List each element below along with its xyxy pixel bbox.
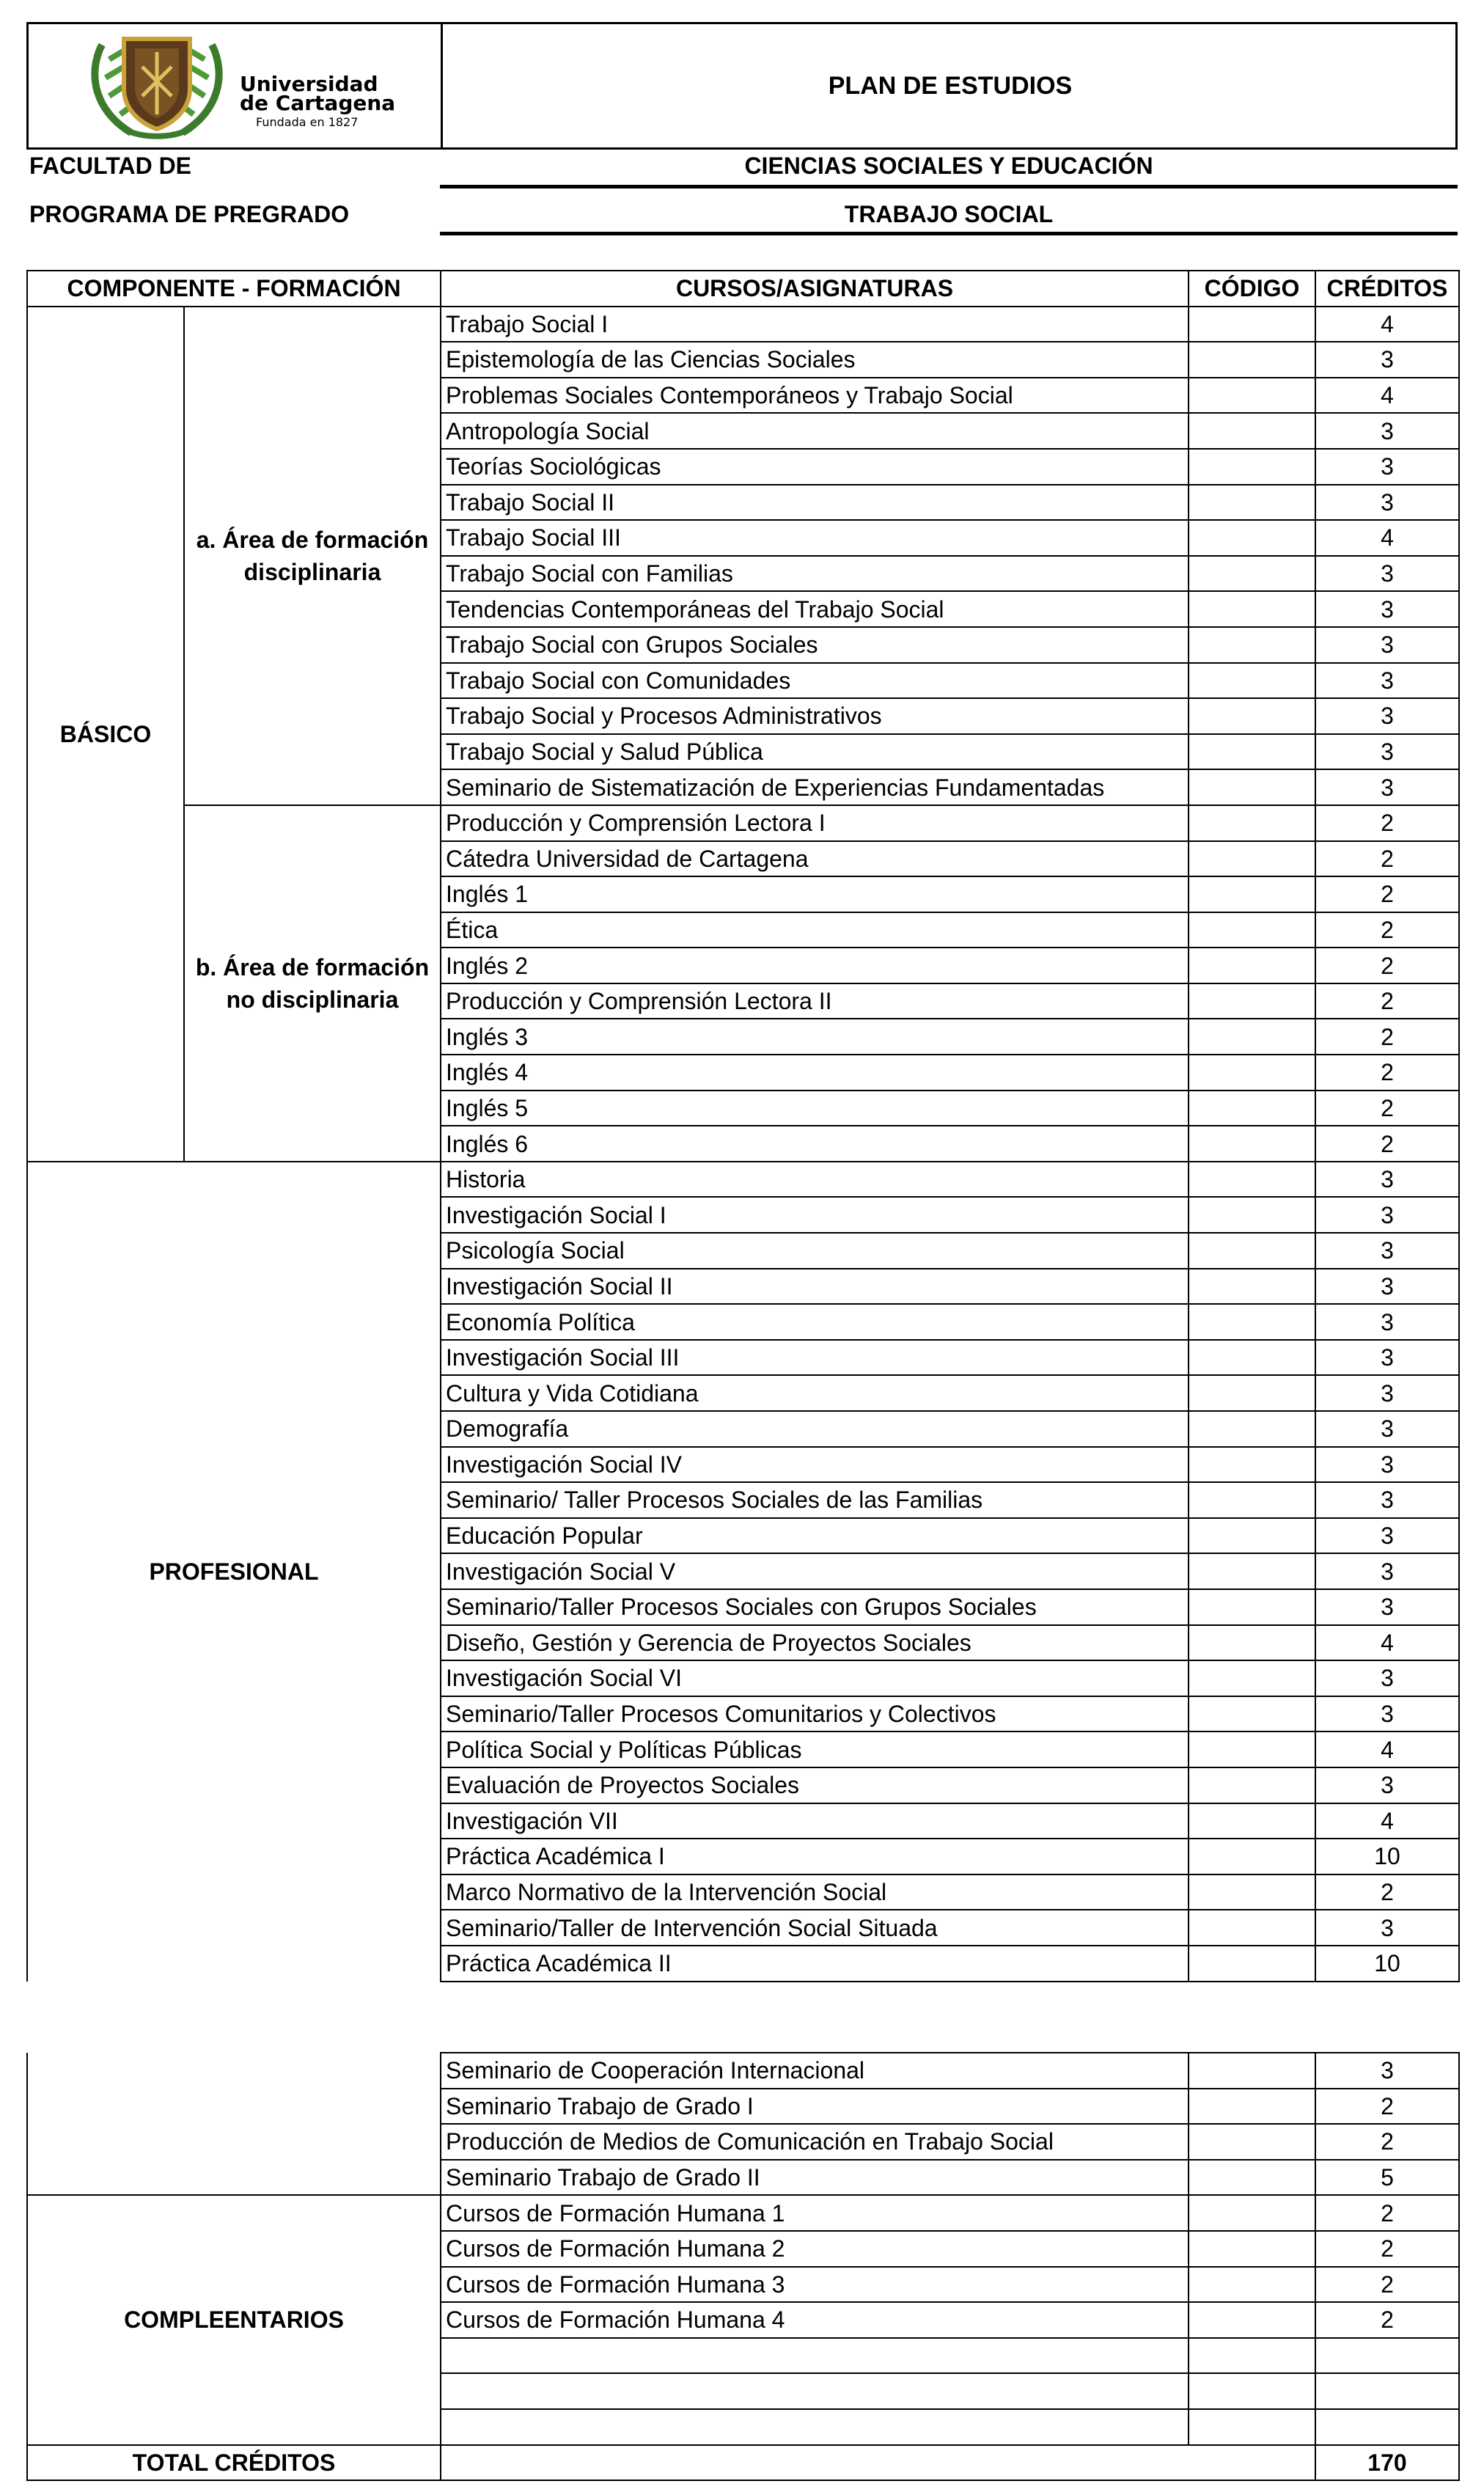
total-credits-value: 170 — [1315, 2445, 1459, 2481]
course-name: Evaluación de Proyectos Sociales — [441, 1767, 1189, 1803]
course-credits: 2 — [1315, 983, 1459, 1019]
course-code — [1189, 591, 1315, 627]
course-code — [1189, 1518, 1315, 1554]
course-name: Educación Popular — [441, 1518, 1189, 1554]
course-name: Demografía — [441, 1411, 1189, 1447]
course-code — [1189, 1696, 1315, 1732]
course-credits: 3 — [1315, 1910, 1459, 1946]
course-credits: 4 — [1315, 1803, 1459, 1839]
course-code — [1189, 983, 1315, 1019]
column-header-component: COMPONENTE - FORMACIÓN — [27, 271, 441, 307]
course-credits: 3 — [1315, 1447, 1459, 1483]
course-credits: 3 — [1315, 413, 1459, 449]
course-credits: 2 — [1315, 2302, 1459, 2338]
course-credits: 4 — [1315, 1731, 1459, 1767]
course-credits: 3 — [1315, 1589, 1459, 1625]
course-credits: 2 — [1315, 1019, 1459, 1055]
course-code — [1189, 1946, 1315, 1982]
table-header-row — [27, 271, 1459, 307]
course-credits: 3 — [1315, 663, 1459, 699]
course-code — [1189, 342, 1315, 378]
course-credits: 2 — [1315, 2195, 1459, 2231]
course-name: Producción y Comprensión Lectora II — [441, 983, 1189, 1019]
course-credits: 3 — [1315, 556, 1459, 592]
total-credits-label: TOTAL CRÉDITOS — [27, 2445, 441, 2481]
course-credits: 3 — [1315, 485, 1459, 521]
course-name: Trabajo Social II — [441, 485, 1189, 521]
table-body-continued — [27, 2053, 1459, 2480]
course-name: Investigación Social I — [441, 1197, 1189, 1233]
course-credits: 2 — [1315, 2267, 1459, 2303]
course-name: Teorías Sociológicas — [441, 449, 1189, 485]
component-basic: BÁSICO — [27, 307, 184, 1162]
course-credits: 3 — [1315, 1696, 1459, 1732]
course-code — [1189, 1162, 1315, 1198]
course-credits: 3 — [1315, 1269, 1459, 1305]
course-name: Inglés 1 — [441, 876, 1189, 912]
course-code — [1189, 520, 1315, 556]
course-name: Inglés 4 — [441, 1055, 1189, 1091]
course-name: Trabajo Social y Salud Pública — [441, 734, 1189, 770]
course-credits: 3 — [1315, 627, 1459, 663]
course-code — [1189, 449, 1315, 485]
course-credits: 3 — [1315, 734, 1459, 770]
course-credits: 5 — [1315, 2160, 1459, 2196]
course-code — [1189, 841, 1315, 877]
area-non-disciplinary-line2: no disciplinaria — [226, 986, 399, 1013]
course-name: Investigación Social VI — [441, 1660, 1189, 1696]
course-code — [1189, 948, 1315, 983]
course-name: Cátedra Universidad de Cartagena — [441, 841, 1189, 877]
course-name: Seminario Trabajo de Grado II — [441, 2160, 1189, 2196]
course-name: Seminario de Sistematización de Experiencias Fundamentadas — [441, 769, 1189, 805]
course-name: Inglés 5 — [441, 1091, 1189, 1126]
university-logo — [29, 24, 443, 147]
course-credits: 3 — [1315, 1340, 1459, 1376]
course-credits — [1315, 2338, 1459, 2374]
table-row — [27, 2053, 1459, 2089]
course-name: Marco Normativo de la Intervención Social — [441, 1875, 1189, 1910]
course-code — [1189, 1625, 1315, 1661]
course-code — [1189, 2302, 1315, 2338]
course-name — [441, 2373, 1189, 2409]
course-credits: 2 — [1315, 1126, 1459, 1162]
course-name: Investigación Social II — [441, 1269, 1189, 1305]
course-credits: 3 — [1315, 342, 1459, 378]
course-name: Práctica Académica II — [441, 1946, 1189, 1982]
table-row — [27, 805, 1459, 841]
area-non-disciplinary — [184, 805, 441, 1162]
course-name: Práctica Académica I — [441, 1839, 1189, 1875]
course-name: Cultura y Vida Cotidiana — [441, 1375, 1189, 1411]
course-name: Economía Política — [441, 1304, 1189, 1340]
course-name: Problemas Sociales Contemporáneos y Trabajo Social — [441, 378, 1189, 414]
column-header-credits: CRÉDITOS — [1315, 271, 1459, 307]
course-code — [1189, 556, 1315, 592]
total-row — [27, 2445, 1459, 2481]
course-name: Epistemología de las Ciencias Sociales — [441, 342, 1189, 378]
course-name: Producción de Medios de Comunicación en Trabajo Social — [441, 2124, 1189, 2160]
crest-icon — [80, 30, 234, 140]
course-credits: 3 — [1315, 449, 1459, 485]
course-name: Política Social y Políticas Públicas — [441, 1731, 1189, 1767]
course-name: Investigación Social IV — [441, 1447, 1189, 1483]
course-code — [1189, 1589, 1315, 1625]
course-credits: 3 — [1315, 1197, 1459, 1233]
course-name: Tendencias Contemporáneas del Trabajo Social — [441, 591, 1189, 627]
course-code — [1189, 1839, 1315, 1875]
course-credits: 3 — [1315, 769, 1459, 805]
course-credits — [1315, 2409, 1459, 2445]
course-credits: 2 — [1315, 1091, 1459, 1126]
course-code — [1189, 1411, 1315, 1447]
course-credits: 3 — [1315, 2053, 1459, 2089]
course-name: Seminario de Cooperación Internacional — [441, 2053, 1189, 2089]
course-code — [1189, 734, 1315, 770]
course-code — [1189, 1197, 1315, 1233]
course-code — [1189, 1731, 1315, 1767]
course-code — [1189, 1482, 1315, 1518]
course-code — [1189, 2373, 1315, 2409]
area-non-disciplinary-line1: b. Área de formación — [195, 953, 430, 981]
total-empty-cell — [441, 2445, 1315, 2481]
course-code — [1189, 769, 1315, 805]
course-credits: 2 — [1315, 876, 1459, 912]
course-name — [441, 2338, 1189, 2374]
area-disciplinary — [184, 307, 441, 805]
component-professional: PROFESIONAL — [27, 1162, 441, 1982]
course-credits: 3 — [1315, 1518, 1459, 1554]
course-credits: 3 — [1315, 1304, 1459, 1340]
course-name: Ética — [441, 912, 1189, 948]
course-name: Cursos de Formación Humana 3 — [441, 2267, 1189, 2303]
course-credits: 3 — [1315, 591, 1459, 627]
course-credits: 2 — [1315, 2231, 1459, 2267]
course-name: Inglés 6 — [441, 1126, 1189, 1162]
course-credits: 2 — [1315, 805, 1459, 841]
course-credits: 10 — [1315, 1839, 1459, 1875]
course-code — [1189, 1910, 1315, 1946]
course-name: Cursos de Formación Humana 2 — [441, 2231, 1189, 2267]
course-credits — [1315, 2373, 1459, 2409]
course-code — [1189, 485, 1315, 521]
course-name: Psicología Social — [441, 1233, 1189, 1269]
course-name: Investigación Social V — [441, 1553, 1189, 1589]
course-name: Seminario/Taller de Intervención Social Situada — [441, 1910, 1189, 1946]
course-credits: 4 — [1315, 520, 1459, 556]
course-credits: 3 — [1315, 1482, 1459, 1518]
faculty-value: CIENCIAS SOCIALES Y EDUCACIÓN — [744, 153, 1153, 179]
course-name: Trabajo Social con Comunidades — [441, 663, 1189, 699]
course-name: Inglés 3 — [441, 1019, 1189, 1055]
column-header-courses: CURSOS/ASIGNATURAS — [441, 271, 1189, 307]
course-name: Producción y Comprensión Lectora I — [441, 805, 1189, 841]
course-name: Inglés 2 — [441, 948, 1189, 983]
course-name: Historia — [441, 1162, 1189, 1198]
course-code — [1189, 2089, 1315, 2125]
table-row — [27, 307, 1459, 342]
course-name: Seminario/ Taller Procesos Sociales de las Familias — [441, 1482, 1189, 1518]
course-code — [1189, 1269, 1315, 1305]
course-code — [1189, 1340, 1315, 1376]
table-body — [27, 307, 1459, 1982]
course-name: Trabajo Social I — [441, 307, 1189, 342]
course-code — [1189, 1553, 1315, 1589]
component-complementary: COMPLEENTARIOS — [27, 2195, 441, 2444]
course-code — [1189, 2409, 1315, 2445]
area-disciplinary-line1: a. Área de formación — [196, 526, 429, 553]
course-credits: 2 — [1315, 948, 1459, 983]
faculty-rule — [440, 185, 1458, 188]
course-code — [1189, 627, 1315, 663]
course-name: Seminario/Taller Procesos Comunitarios y Colectivos — [441, 1696, 1189, 1732]
course-code — [1189, 1091, 1315, 1126]
course-code — [1189, 1304, 1315, 1340]
logo-name-line2: de Cartagena — [240, 91, 396, 115]
course-code — [1189, 1767, 1315, 1803]
course-code — [1189, 413, 1315, 449]
course-name: Trabajo Social y Procesos Administrativos — [441, 698, 1189, 734]
course-credits: 2 — [1315, 912, 1459, 948]
course-credits: 4 — [1315, 378, 1459, 414]
course-code — [1189, 1233, 1315, 1269]
course-code — [1189, 307, 1315, 342]
course-code — [1189, 378, 1315, 414]
course-credits: 3 — [1315, 1162, 1459, 1198]
course-name: Seminario Trabajo de Grado I — [441, 2089, 1189, 2125]
course-credits: 2 — [1315, 841, 1459, 877]
course-credits: 3 — [1315, 698, 1459, 734]
course-credits: 3 — [1315, 1375, 1459, 1411]
course-code — [1189, 1019, 1315, 1055]
course-name: Trabajo Social con Grupos Sociales — [441, 627, 1189, 663]
course-code — [1189, 2160, 1315, 2196]
course-name: Antropología Social — [441, 413, 1189, 449]
course-credits: 3 — [1315, 1660, 1459, 1696]
course-code — [1189, 2195, 1315, 2231]
course-name: Trabajo Social III — [441, 520, 1189, 556]
course-name: Investigación Social III — [441, 1340, 1189, 1376]
course-name: Cursos de Formación Humana 1 — [441, 2195, 1189, 2231]
course-code — [1189, 1660, 1315, 1696]
course-code — [1189, 1055, 1315, 1091]
course-code — [1189, 2053, 1315, 2089]
course-credits: 2 — [1315, 2089, 1459, 2125]
logo-name-line1: Universidad — [240, 72, 378, 96]
curriculum-table-continued — [26, 2052, 1460, 2481]
course-credits: 4 — [1315, 1625, 1459, 1661]
faculty-label: FACULTAD DE — [29, 153, 192, 179]
curriculum-table — [26, 270, 1460, 1982]
area-disciplinary-line2: disciplinaria — [243, 558, 381, 585]
course-credits: 3 — [1315, 1233, 1459, 1269]
course-name: Investigación VII — [441, 1803, 1189, 1839]
course-code — [1189, 805, 1315, 841]
course-code — [1189, 2124, 1315, 2160]
course-code — [1189, 2338, 1315, 2374]
course-code — [1189, 1803, 1315, 1839]
course-credits: 2 — [1315, 1055, 1459, 1091]
course-code — [1189, 1447, 1315, 1483]
table-row — [27, 1162, 1459, 1198]
course-code — [1189, 912, 1315, 948]
table-row — [27, 2195, 1459, 2231]
course-name: Seminario/Taller Procesos Sociales con Grupos Sociales — [441, 1589, 1189, 1625]
course-credits: 2 — [1315, 2124, 1459, 2160]
course-name: Trabajo Social con Familias — [441, 556, 1189, 592]
course-credits: 3 — [1315, 1553, 1459, 1589]
course-credits: 10 — [1315, 1946, 1459, 1982]
course-name: Cursos de Formación Humana 4 — [441, 2302, 1189, 2338]
program-label: PROGRAMA DE PREGRADO — [29, 201, 350, 227]
course-credits: 2 — [1315, 1875, 1459, 1910]
column-header-code: CÓDIGO — [1189, 271, 1315, 307]
program-value: TRABAJO SOCIAL — [844, 201, 1054, 227]
document-title: PLAN DE ESTUDIOS — [828, 71, 1073, 100]
course-name — [441, 2409, 1189, 2445]
course-code — [1189, 698, 1315, 734]
course-credits: 3 — [1315, 1767, 1459, 1803]
component-professional-continued — [27, 2053, 441, 2195]
course-code — [1189, 663, 1315, 699]
course-credits: 3 — [1315, 1411, 1459, 1447]
course-code — [1189, 1875, 1315, 1910]
course-code — [1189, 1126, 1315, 1162]
course-code — [1189, 1375, 1315, 1411]
course-code — [1189, 2231, 1315, 2267]
logo-founded: Fundada en 1827 — [256, 115, 359, 129]
course-name: Diseño, Gestión y Gerencia de Proyectos Sociales — [441, 1625, 1189, 1661]
course-code — [1189, 2267, 1315, 2303]
header-box — [26, 22, 1458, 150]
course-code — [1189, 876, 1315, 912]
course-credits: 4 — [1315, 307, 1459, 342]
program-rule — [440, 232, 1458, 235]
